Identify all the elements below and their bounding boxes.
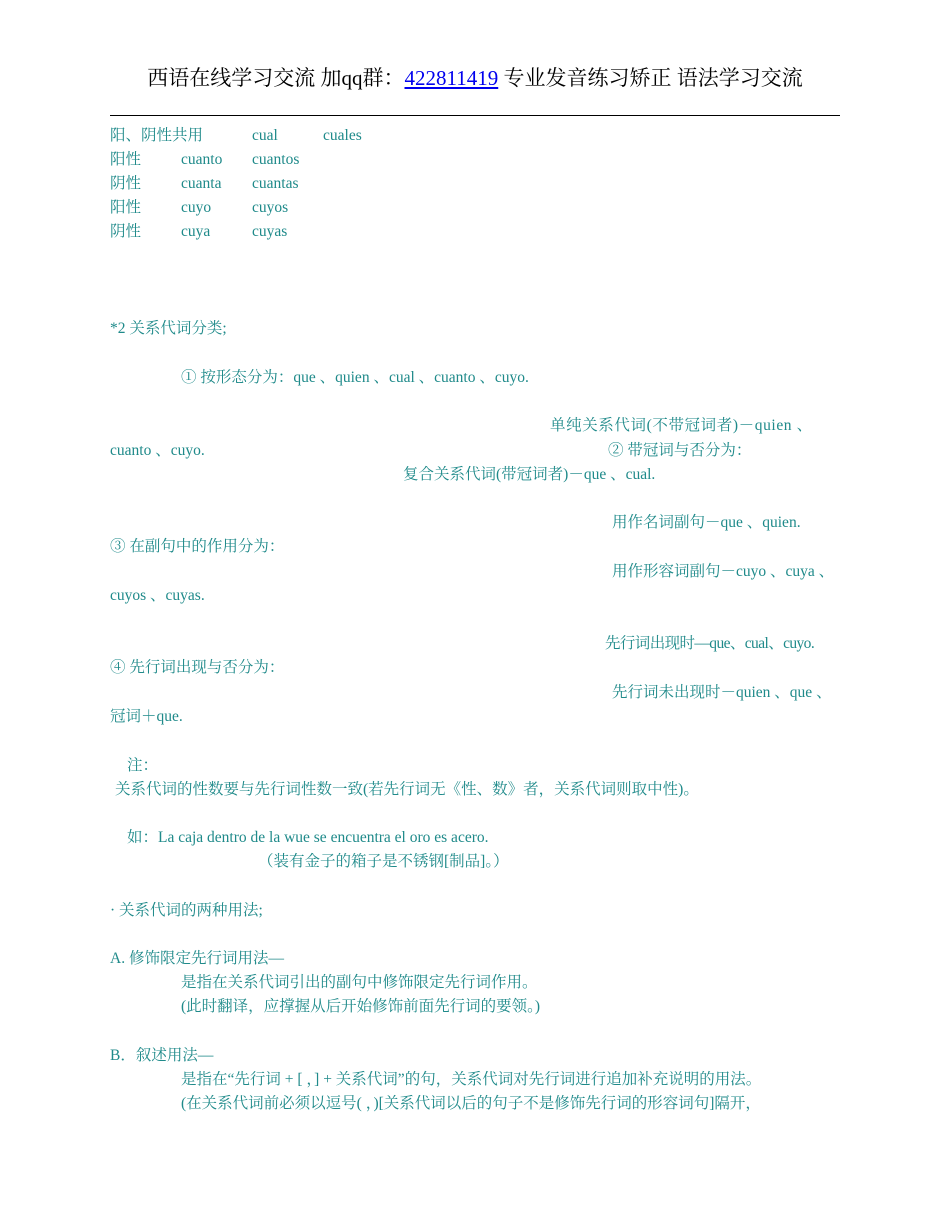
singular-cell: cuanta	[181, 175, 222, 192]
antecedent-absent-line: 先行词未出现时－quien 、que 、	[612, 684, 832, 701]
plural-cell: cuales	[323, 127, 362, 144]
usage-a-line2: (此时翻译，应撑握从后开始修饰前面先行词的要领。)	[181, 998, 541, 1015]
gender-cell: 阴性	[110, 175, 142, 192]
antecedent-present-line: 先行词出现时—que、cual、cuyo.	[605, 635, 815, 652]
plural-cell: cuyos	[252, 199, 289, 216]
classification-heading: *2 关系代词分类;	[110, 320, 227, 337]
qq-group-link[interactable]: 422811419	[404, 66, 499, 90]
singular-cell: cual	[252, 127, 278, 144]
header-prefix: 西语在线学习交流 加qq群：	[147, 66, 405, 90]
note-label: 注：	[127, 757, 159, 774]
by-form-line: ① 按形态分为：que 、quien 、cual 、cuanto 、cuyo.	[181, 369, 529, 386]
gender-cell: 阴性	[110, 223, 142, 240]
antecedent-absent-cont: 冠词＋que.	[110, 708, 183, 725]
antecedent-criterion-label: ④ 先行词出现与否分为：	[110, 659, 285, 676]
simple-relative-cont: cuanto 、cuyo.	[110, 442, 205, 459]
adj-clause-line: 用作形容词副句－cuyo 、cuya 、	[612, 563, 835, 580]
function-criterion-label: ③ 在副句中的作用分为：	[110, 538, 285, 555]
noun-clause-line: 用作名词副句－que 、quien.	[612, 514, 801, 531]
plural-cell: cuantos	[252, 151, 300, 168]
compound-relative-line: 复合关系代词(带冠词者)－que 、cual.	[403, 466, 656, 483]
gender-cell: 阳、阴性共用	[110, 127, 204, 144]
usages-heading: · 关系代词的两种用法;	[110, 902, 263, 919]
singular-cell: cuya	[181, 223, 211, 240]
adj-clause-cont: cuyos 、cuyas.	[110, 587, 205, 604]
gender-cell: 阳性	[110, 151, 142, 168]
note-text: 关系代词的性数要与先行词性数一致(若先行词无《性、数》者，关系代词则取中性)。	[115, 781, 699, 798]
singular-cell: cuyo	[181, 199, 212, 216]
usage-a-line1: 是指在关系代词引出的副句中修饰限定先行词作用。	[181, 974, 538, 991]
simple-relative-line: 单纯关系代词(不带冠词者)－quien 、	[550, 417, 813, 434]
header-divider	[110, 115, 840, 116]
example-translation: （装有金子的箱子是不锈钢[制品]。）	[258, 853, 509, 870]
header-suffix: 专业发音练习矫正 语法学习交流	[498, 66, 803, 90]
example-sentence: 如：La caja dentro de la wue se encuentra el oro es acero.	[127, 829, 489, 846]
usage-a-title: A. 修饰限定先行词用法—	[110, 950, 284, 967]
usage-b-title: B．叙述用法—	[110, 1047, 214, 1064]
usage-b-line1: 是指在“先行词 + [ ，] + 关系代词”的句，关系代词对先行词进行追加补充说明的用法。	[181, 1071, 762, 1088]
gender-cell: 阳性	[110, 199, 142, 216]
page-header	[0, 62, 950, 92]
plural-cell: cuantas	[252, 175, 299, 192]
usage-b-line2: (在关系代词前必须以逗号( ，)[关系代词以后的句子不是修饰先行词的形容词句]隔开，	[181, 1095, 761, 1112]
article-criterion-label: ② 带冠词与否分为：	[608, 442, 752, 459]
singular-cell: cuanto	[181, 151, 223, 168]
plural-cell: cuyas	[252, 223, 288, 240]
